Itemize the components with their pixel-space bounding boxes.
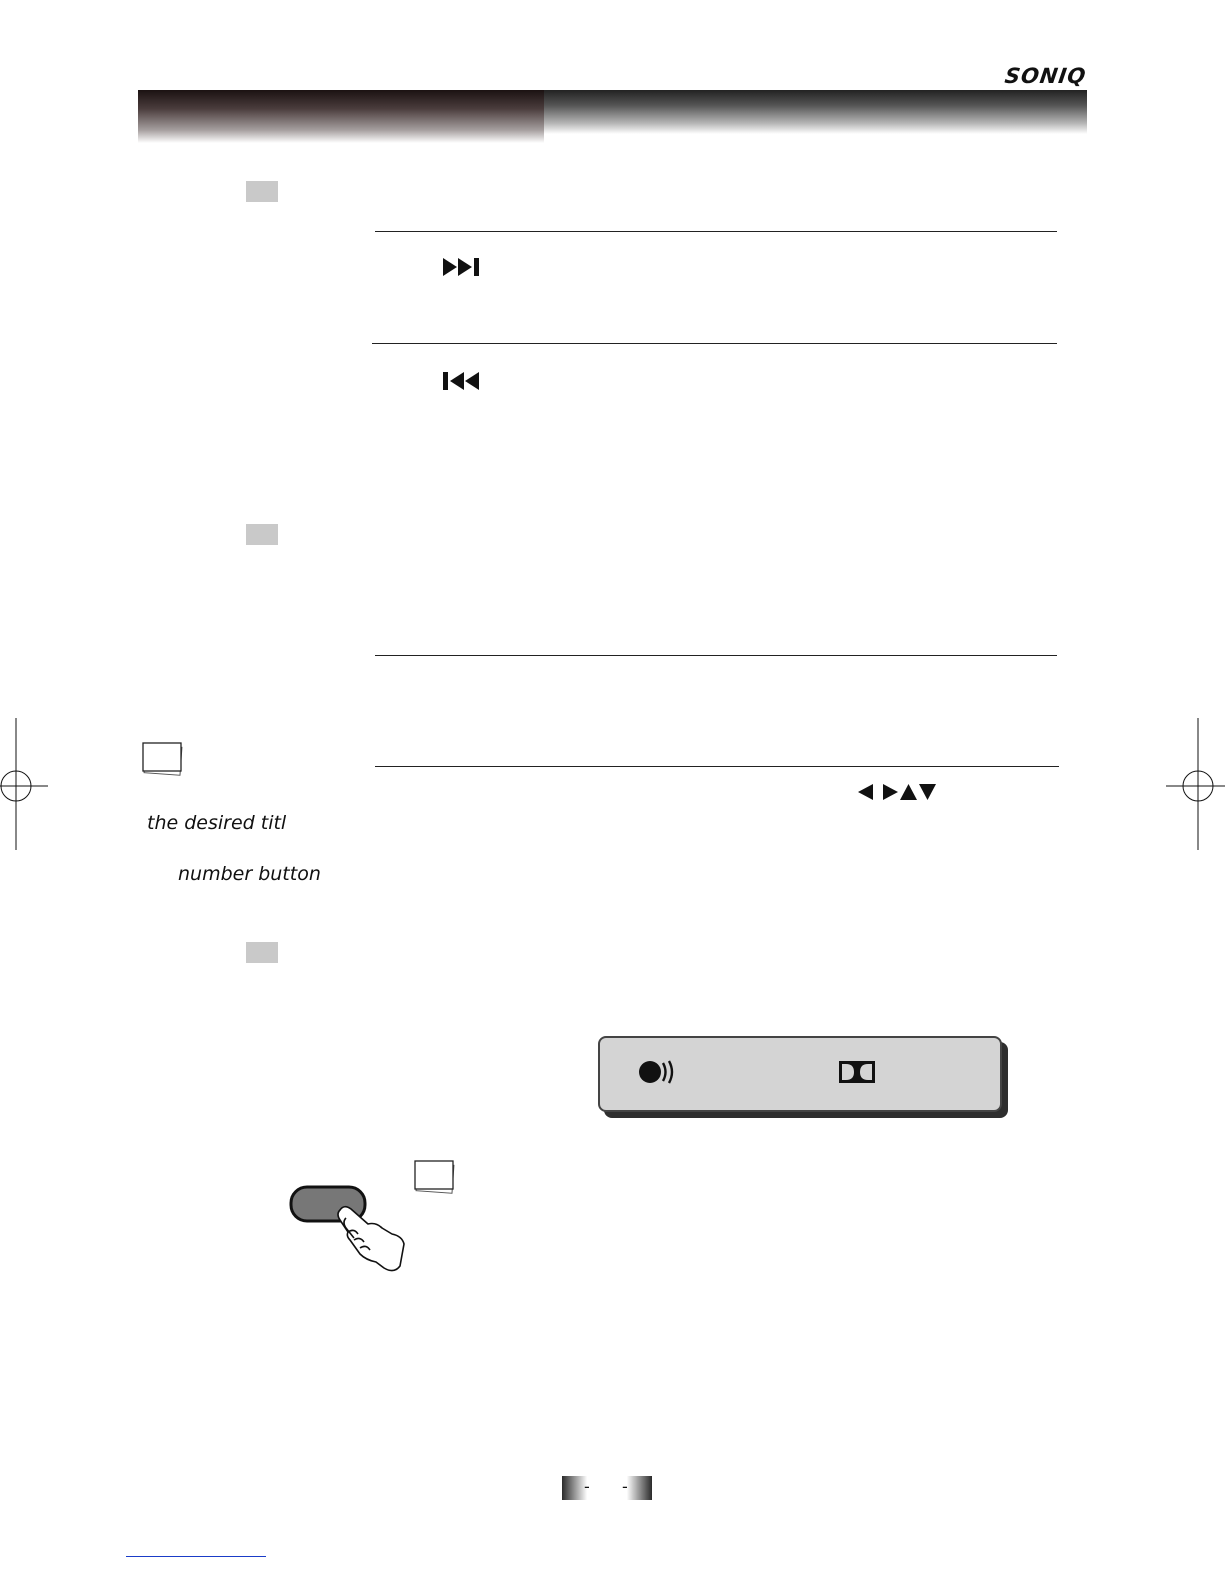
- section-marker-1: [246, 181, 278, 202]
- header-banner-right: [544, 90, 1087, 134]
- pointing-hand-icon: [338, 1207, 404, 1271]
- note-icon: [141, 741, 185, 777]
- remote-button-illustration: [288, 1184, 410, 1276]
- page-number-left: -: [584, 1477, 590, 1496]
- on-screen-display-panel: [598, 1036, 1002, 1112]
- note-text-fragment: number button: [178, 863, 321, 885]
- section-marker-3: [246, 942, 278, 963]
- arrow-down-icon: [919, 784, 936, 800]
- dts-sound-icon: [638, 1058, 678, 1090]
- skip-next-icon: [443, 258, 481, 276]
- arrow-right-icon: [882, 784, 898, 800]
- page-number-badge: [562, 1476, 652, 1500]
- bottom-underline: [126, 1556, 266, 1557]
- dolby-double-d-icon: [839, 1061, 875, 1087]
- brand-logo: SONIQ: [1003, 64, 1088, 88]
- table-rule: [375, 655, 1057, 656]
- table-rule: [375, 766, 1059, 767]
- page-number-right: -: [622, 1477, 628, 1496]
- arrow-left-icon: [858, 784, 874, 800]
- registration-crosshair-right: [1166, 718, 1225, 850]
- header-banner-left: [138, 90, 544, 143]
- table-rule: [375, 231, 1057, 232]
- skip-previous-icon: [443, 372, 481, 390]
- table-rule: [372, 343, 1057, 344]
- registration-crosshair-left: [0, 718, 48, 850]
- section-marker-2: [246, 524, 278, 545]
- note-icon: [413, 1159, 457, 1195]
- arrow-up-icon: [900, 784, 917, 800]
- note-text-fragment: the desired titl: [147, 812, 287, 834]
